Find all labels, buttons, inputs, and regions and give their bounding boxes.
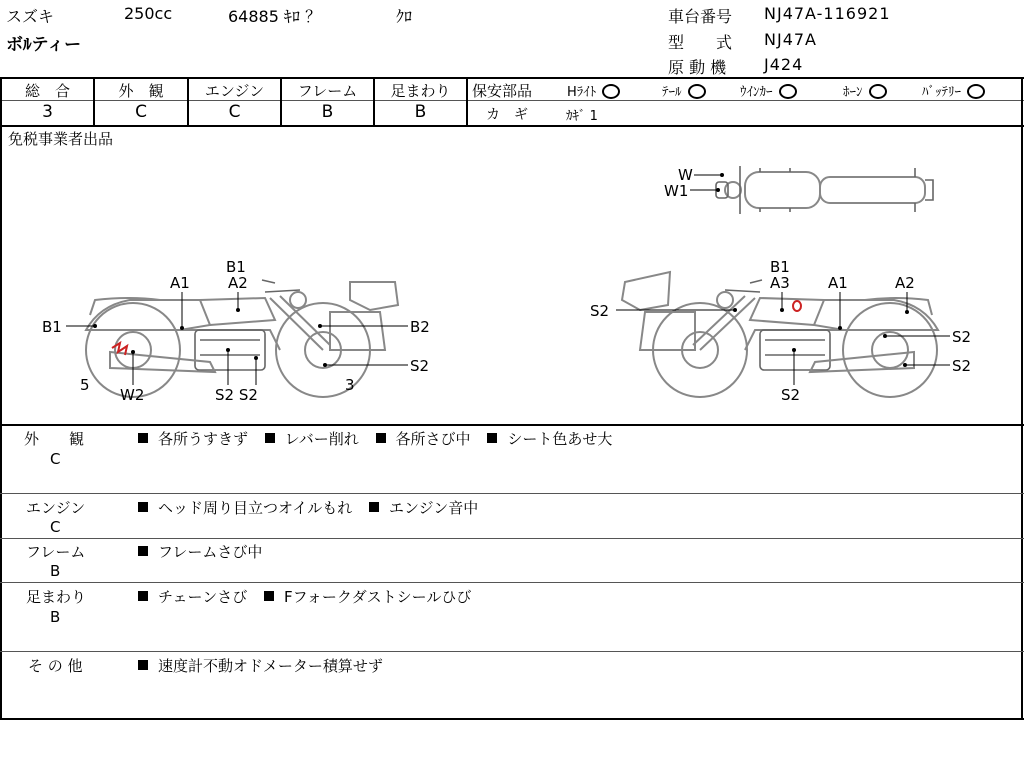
grade-value-overall: 3 [42,102,53,122]
comment-grade-frame: B [50,562,61,580]
comment-category-exterior: 外 観 [24,430,85,448]
label-s2-left: S2 [590,302,610,320]
top-labels [664,166,724,200]
ok-circle-icon [967,84,985,99]
divider [0,718,1024,720]
bullet-icon [138,546,148,556]
comment-items-suspension: チェーンさび Fフォークダストシールひび [138,586,471,607]
label-w2: W2 [120,386,145,404]
divider [468,100,1024,101]
mileage: 64885 ｷﾛ ？ [228,7,322,26]
bullet-icon [265,433,275,443]
comment-grade-exterior: C [50,450,61,468]
label-w: W [678,166,693,184]
tax-note: 免税事業者出品 [8,130,114,148]
safety-item-battery: ﾊﾞｯﾃﾘｰ [922,81,985,100]
engine-label: 原 動 機 [668,58,727,77]
label-num3: 3 [345,376,355,394]
ok-circle-icon [688,84,706,99]
divider [0,424,1024,426]
ok-circle-icon [869,84,887,99]
divider [0,582,1024,583]
bullet-icon [376,433,386,443]
grade-label-frame: フレーム [297,82,358,100]
label-s2-r2: S2 [952,357,972,375]
grade-value-suspension: B [414,102,427,122]
safety-item-tail: ﾃｰﾙ [662,81,706,100]
label-a2: A2 [228,274,248,292]
label-s2-bottom-r: S2 [781,386,801,404]
label-b1-top: B1 [226,258,246,276]
ok-circle-icon [602,84,620,99]
grade-label-engine: エンジン [204,82,265,100]
divider [0,651,1024,652]
comment-items-engine: ヘッド周り目立つオイルもれ エンジン音中 [138,497,478,518]
label-a1-r: A1 [828,274,848,292]
grade-value-frame: B [321,102,334,122]
safety-label: 保安部品 [472,82,533,100]
label-s2-bottom: S2 S2 [215,386,258,404]
label-a3: A3 [770,274,790,292]
divider [0,493,1024,494]
displacement: 250cc [124,4,173,23]
engine-value: J424 [764,55,804,74]
bike-top-view [716,166,933,214]
bullet-icon [369,502,379,512]
comment-category-other: そ の 他 [28,657,83,675]
key-value: ｶｷﾞ 1 [566,109,598,124]
chassis-label: 車台番号 [668,7,733,26]
bullet-icon [487,433,497,443]
grade-label-overall: 総 合 [24,82,70,100]
comment-grade-engine: C [50,518,61,536]
grade-label-suspension: 足まわり [390,82,451,100]
comment-items-frame: フレームさび中 [138,541,262,562]
type-value: NJ47A [764,30,817,49]
label-s2-right: S2 [410,357,430,375]
comment-items-other: 速度計不動オドメーター積算せず [138,655,383,676]
bullet-icon [264,591,274,601]
bullet-icon [138,433,148,443]
comment-items-exterior: 各所うすきず レバー削れ 各所さび中 シート色あせ大 [138,428,612,449]
label-a2-r: A2 [895,274,915,292]
comment-category-frame: フレーム [26,543,86,561]
label-b1-left: B1 [42,318,62,336]
grade-value-engine: C [228,102,241,122]
label-a1: A1 [170,274,190,292]
label-w1: W1 [664,182,689,200]
safety-item-winker: ｳｲﾝｶｰ [740,81,797,100]
label-b2: B2 [410,318,430,336]
type-label: 型 式 [668,33,733,52]
grade-value-exterior: C [135,102,147,122]
divider [0,77,1024,79]
bullet-icon [138,591,148,601]
safety-item-headlight: Hﾗｲﾄ [567,81,620,100]
chassis-value: NJ47A-116921 [764,4,891,23]
divider [0,538,1024,539]
grade-label-exterior: 外 観 [118,82,164,100]
label-s2-r1: S2 [952,328,972,346]
comment-grade-suspension: B [50,608,61,626]
comment-category-suspension: 足まわり [26,588,87,606]
comment-category-engine: エンジン [26,499,86,517]
model-name: ボﾙティー [6,35,82,55]
label-num5: 5 [80,376,90,394]
bullet-icon [138,502,148,512]
label-b1-top-r: B1 [770,258,790,276]
color: ｸﾛ [396,7,413,26]
key-label: カ ギ [486,107,528,123]
divider [466,77,468,125]
damage-diagram [0,150,1024,425]
bullet-icon [138,660,148,670]
safety-item-horn: ﾎｰﾝ [843,81,887,100]
ok-circle-icon [779,84,797,99]
maker: スズキ [6,7,55,26]
divider [0,125,1024,127]
